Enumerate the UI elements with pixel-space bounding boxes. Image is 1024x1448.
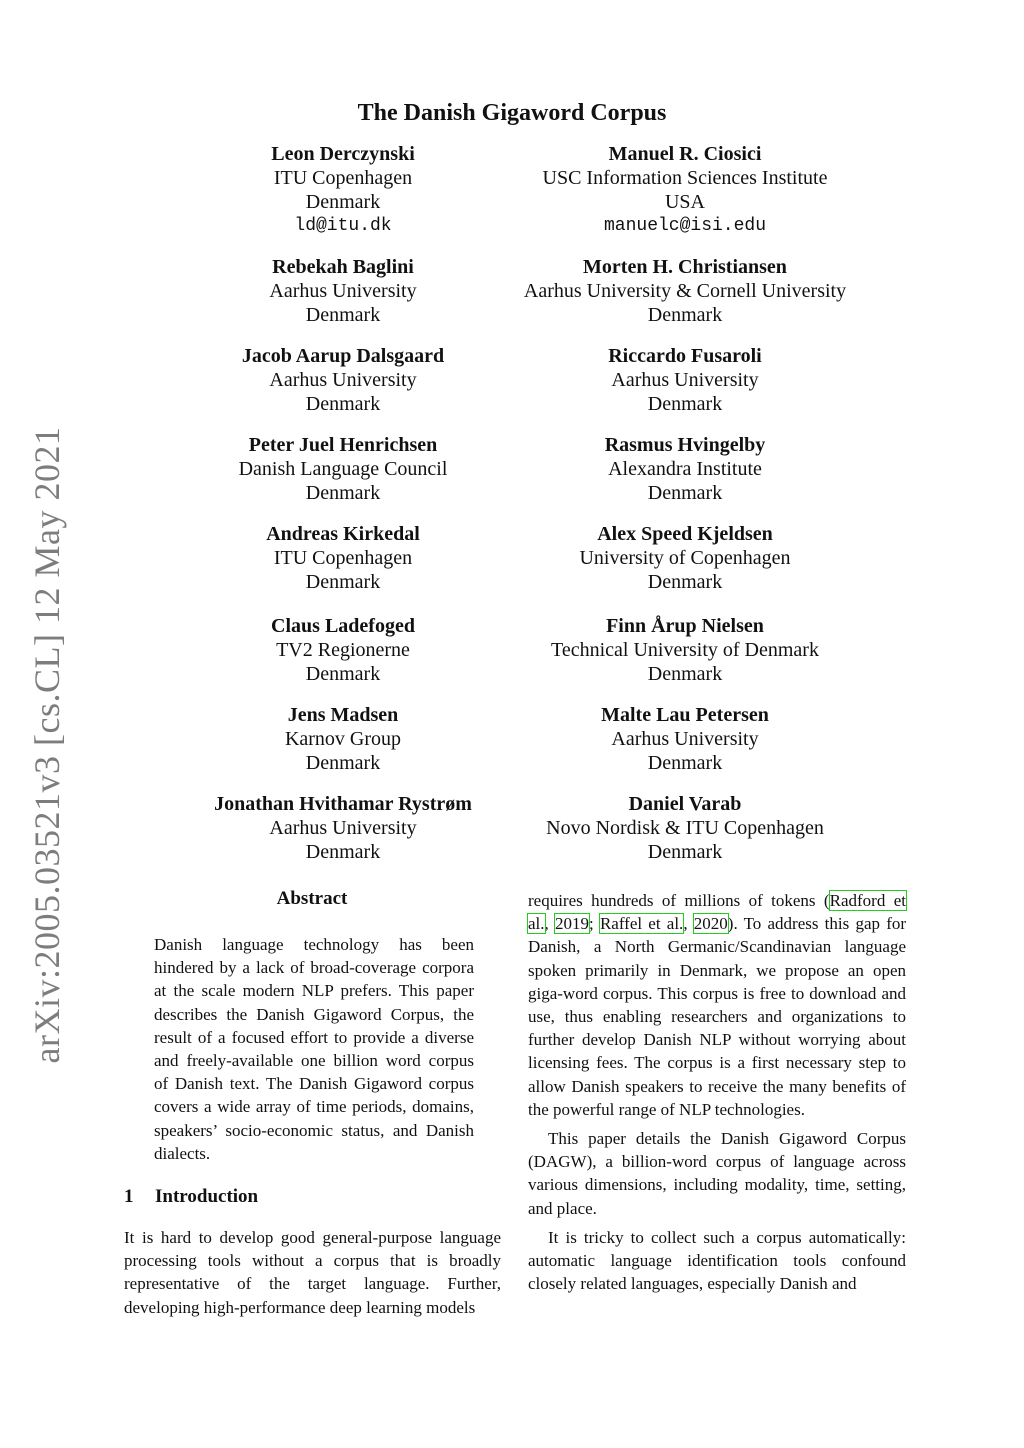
- author-country: Denmark: [305, 752, 381, 774]
- author-name: Finn Årup Nielsen: [606, 615, 764, 637]
- author-affiliation: Aarhus University: [611, 369, 759, 391]
- author-block: [143, 433, 543, 505]
- author-name: Jonathan Hvithamar Rystrøm: [214, 793, 472, 815]
- author-affiliation: Aarhus University: [611, 728, 759, 750]
- author-affiliation: Technical University of Denmark: [551, 639, 819, 661]
- author-name: Peter Juel Henrichsen: [248, 434, 438, 456]
- author-name: Andreas Kirkedal: [266, 523, 420, 545]
- author-country: Denmark: [305, 663, 381, 685]
- author-country: Denmark: [305, 191, 381, 213]
- author-country: USA: [664, 191, 705, 213]
- text-span: ;: [589, 914, 600, 934]
- author-name: Riccardo Fusaroli: [608, 345, 762, 367]
- author-block: [143, 142, 543, 238]
- author-country: Denmark: [305, 304, 381, 326]
- text-span: ,: [544, 914, 555, 934]
- author-name: Jens Madsen: [287, 704, 399, 726]
- author-country: Denmark: [647, 752, 723, 774]
- author-name: Morten H. Christiansen: [583, 256, 787, 278]
- intro-paragraph: [528, 1127, 906, 1220]
- author-email[interactable]: manuelc@isi.edu: [603, 216, 767, 236]
- author-block: [143, 344, 543, 416]
- author-affiliation: ITU Copenhagen: [273, 167, 413, 189]
- author-block: [143, 255, 543, 327]
- citation-link[interactable]: Radford et al.: [528, 891, 906, 934]
- author-name: Rasmus Hvingelby: [604, 434, 766, 456]
- author-affiliation: Karnov Group: [284, 728, 402, 750]
- text-span: ), a billion-word corpus of language across various dimensions, including modality, time, setting, and place.: [528, 1152, 906, 1218]
- author-affiliation: University of Copenhagen: [579, 547, 791, 569]
- abstract-text: Danish language technology has been hindered by a lack of broad-coverage corpora at the scale modern NLP prefers. This paper describes the Danish Gigaword Corpus, the result of a focused effort to provide a diverse and freely-available one billion word corpus of Danish text. The Danish Gigaword corpus covers a wide array of time periods, domains, speakers’ socio-economic status, and Danish dialects.: [154, 935, 474, 1163]
- author-affiliation: Alexandra Institute: [608, 458, 762, 480]
- author-affiliation: Aarhus University: [269, 280, 417, 302]
- author-country: Denmark: [305, 393, 381, 415]
- author-name: Alex Speed Kjeldsen: [597, 523, 773, 545]
- text-span: This paper details the Danish Gigaword Corpus (: [528, 1129, 906, 1172]
- acronym: DAGW: [533, 1152, 587, 1172]
- author-country: Denmark: [305, 841, 381, 863]
- author-country: Denmark: [647, 571, 723, 593]
- author-affiliation: USC Information Sciences Institute: [542, 167, 828, 189]
- author-affiliation: Aarhus University: [269, 369, 417, 391]
- section-number: 1: [124, 1186, 134, 1207]
- paper-title: The Danish Gigaword Corpus: [357, 100, 667, 126]
- author-name: Rebekah Baglini: [272, 256, 414, 278]
- author-affiliation: Danish Language Council: [238, 458, 448, 480]
- author-affiliation: ITU Copenhagen: [273, 547, 413, 569]
- author-affiliation: Novo Nordisk & ITU Copenhagen: [546, 817, 824, 839]
- author-name: Claus Ladefoged: [271, 615, 415, 637]
- author-name: Leon Derczynski: [271, 143, 415, 165]
- arxiv-identifier: arXiv:2005.03521v3 [cs.CL] 12 May 2021: [27, 426, 67, 1064]
- author-block: [485, 255, 885, 327]
- author-name: Manuel R. Ciosici: [608, 143, 762, 165]
- author-block: [485, 142, 885, 238]
- author-country: Denmark: [647, 482, 723, 504]
- author-affiliation: Aarhus University & Cornell University: [523, 280, 847, 302]
- author-block: [485, 703, 885, 775]
- section-title: Introduction: [155, 1186, 259, 1207]
- abstract-heading: Abstract: [276, 888, 348, 909]
- intro-paragraph: It is hard to develop good general-purpose language processing tools without a corpus that is broadly representative of the target language. Further, developing high-performance deep learning models: [124, 1228, 501, 1317]
- author-block: [143, 792, 543, 864]
- author-block: [143, 703, 543, 775]
- author-block: [485, 433, 885, 505]
- author-country: Denmark: [305, 482, 381, 504]
- citation-link[interactable]: 2019: [555, 914, 589, 934]
- author-email[interactable]: ld@itu.dk: [294, 216, 392, 236]
- intro-paragraph: [528, 889, 906, 1121]
- author-block: [485, 344, 885, 416]
- citation-link[interactable]: Raffel et al.: [599, 914, 684, 934]
- author-country: Denmark: [647, 304, 723, 326]
- intro-paragraph: It is tricky to collect such a corpus automatically: automatic language identification tools confound closely related languages, especially Danish and: [528, 1227, 906, 1294]
- author-block: [143, 522, 543, 594]
- author-block: [485, 614, 885, 686]
- author-name: Malte Lau Petersen: [601, 704, 769, 726]
- author-block: [485, 522, 885, 594]
- text-span: requires hundreds of millions of tokens (: [528, 891, 830, 910]
- author-affiliation: Aarhus University: [269, 817, 417, 839]
- author-country: Denmark: [647, 393, 723, 415]
- author-country: Denmark: [647, 841, 723, 863]
- author-block: [485, 792, 885, 864]
- author-affiliation: TV2 Regionerne: [276, 639, 410, 661]
- text-span: ,: [683, 914, 694, 934]
- right-column: [528, 889, 906, 1301]
- author-block: [143, 614, 543, 686]
- author-country: Denmark: [305, 571, 381, 593]
- author-name: Daniel Varab: [628, 793, 742, 815]
- text-span: ). To address this gap for Danish, a North Germanic/Scandinavian language spoken primarily in Denmark, we propose an open giga-word corpus. This corpus is free to download and use, thus enabling researchers and organizations to further develop Danish NLP without worrying about licensing fees. The corpus is a first necessary step to allow Danish speakers to receive the many benefits of the powerful range of NLP technologies.: [528, 914, 907, 1119]
- author-country: Denmark: [647, 663, 723, 685]
- author-name: Jacob Aarup Dalsgaard: [241, 345, 445, 367]
- citation-link[interactable]: 2020: [693, 914, 728, 934]
- section-heading: [124, 1186, 258, 1208]
